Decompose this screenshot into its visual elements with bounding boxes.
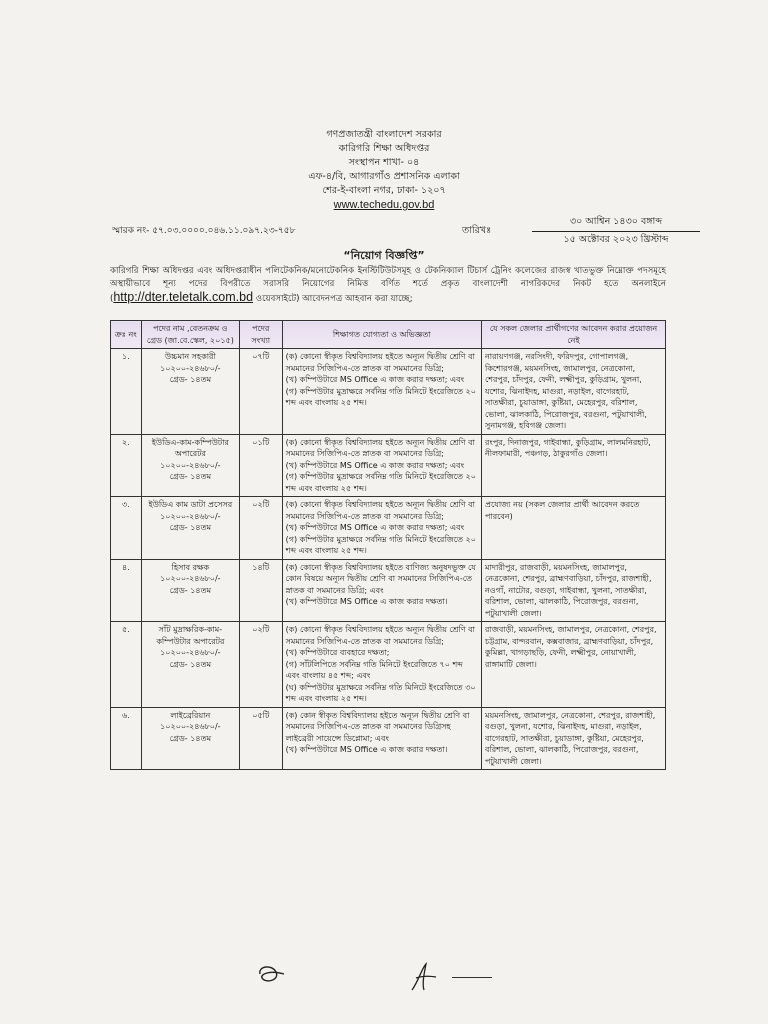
row-post — [141, 622, 239, 708]
row-sl: ১. — [111, 349, 142, 435]
table-row — [111, 434, 666, 497]
header-line-city: শের-ই-বাংলা নগর, ঢাকা- ১২০৭ — [322, 185, 446, 196]
header-post-count: পদের সংখ্যা — [239, 321, 282, 349]
row-qualification — [282, 349, 481, 435]
row-post-name: উচ্চমান সহকারী — [164, 352, 216, 361]
officer-signature-icon — [402, 960, 458, 996]
row-grade: গ্রেড- ১৪তম — [169, 585, 212, 595]
row-count: ০১টি — [239, 434, 282, 497]
row-post-name: লাইব্রেরিয়ান — [170, 710, 211, 720]
row-post — [141, 707, 239, 770]
row-pay-scale: ১০২০০-২৪৬৮০/- — [160, 511, 221, 521]
header-website-link[interactable]: www.techedu.gov.bd — [333, 199, 435, 211]
intro-text-2: ওয়েবসাইটে) আবেদনপত্র আহবান করা যাচ্ছে; — [253, 294, 413, 304]
row-post-name: ইউডিএ-কাম-কম্পিউটার অপারেটর — [151, 437, 229, 458]
row-qualification — [282, 559, 481, 622]
office-header — [0, 128, 768, 212]
qualification-item: (ক) কোনো স্বীকৃত বিশ্ববিদ্যালয় হইতে অন্যূন দ্বিতীয় শ্রেণি বা সমমানের সিজিপিএ-তে স্নাতক বা সমমানের ডিগ্রি; — [285, 352, 475, 373]
row-count: ০২টি — [239, 622, 282, 708]
qualification-item: (খ) কম্পিউটারে MS Office এ কাজ করার দক্ষতা; এবং — [285, 523, 465, 532]
row-excluded-districts: রংপুর, দিনাজপুর, গাইবান্ধা, কুড়িগ্রাম, লালমনিরহাট, নীলফামারী, পঞ্চগড়, ঠাকুরগাঁও জেলা। — [482, 434, 666, 497]
row-pay-scale: ১০২০০-২৪৬৮০/- — [160, 363, 221, 373]
row-post — [141, 434, 239, 497]
notice-title: “নিয়োগ বিজ্ঞপ্তি” — [343, 249, 425, 262]
qualification-item: (ক) কোনো স্বীকৃত বিশ্ববিদ্যালয় হইতে অন্যূন দ্বিতীয় শ্রেণি বা সমমানের সিজিপিএ-তে স্নাতক বা সমমানের ডিগ্রি; — [285, 500, 475, 521]
header-line-directorate: কারিগরি শিক্ষা অধিদপ্তর — [338, 143, 430, 154]
row-post-name: ইউডিএ কাম ডাটা প্রসেসর — [148, 500, 233, 509]
table-row — [111, 622, 666, 708]
qualification-item: (খ) কম্পিউটারে MS Office এ কাজ করার দক্ষতা। — [285, 745, 448, 754]
row-sl: ৬. — [111, 707, 142, 770]
header-post-name: পদের নাম ,বেতনক্রম ও গ্রেড (জা.বে.স্কেল, ২০১৫) — [141, 321, 239, 349]
intro-text-1: কারিগরি শিক্ষা অধিদপ্তর এবং অধিদপ্তরাধীন পলিটেকনিক/মনোটেকনিক ইনস্টিটিউটসমূহ ও টেকনিক্যাল টিচার্স ট্রেনিং কলেজের রাজস্ব খাতভুক্ত নিম্নোক্ত পদসমূহে অস্থায়ীভাবে শূন্য পদের বিপরীতে সরাসরি নিয়োগের নিমিত্ত বর্ণিত শর্তে প্রকৃত বাংলাদেশী নাগরিকদের নিকট হতে অনলাইনে ( — [110, 266, 666, 304]
header-qualification: শিক্ষাগত যোগ্যতা ও অভিজ্ঞতা — [282, 321, 481, 349]
row-qualification — [282, 707, 481, 770]
intro-website-link[interactable]: http://dter.teletalk.com.bd — [113, 290, 254, 304]
row-qualification — [282, 622, 481, 708]
qualification-item: (ক) কোনো স্বীকৃত বিশ্ববিদ্যালয় হইতে বাণিজ্য অনুষদভুক্ত যে কোন বিষয়ে অন্যূন দ্বিতীয় শ্রেণি বা সমমানের সিজিপিএ-তে স্নাতক বা সমমানের ডিগ্রি; এবং — [285, 562, 476, 595]
header-line-section: সংস্থাপন শাখা- ০৪ — [348, 157, 420, 168]
qualification-item: (ক) কোনো স্বীকৃত বিশ্ববিদ্যালয় হইতে অন্যূন দ্বিতীয় শ্রেণি বা সমমানের সিজিপিএ-তে স্নাতক বা সমমানের ডিগ্রি; — [285, 625, 475, 646]
qualification-item: (গ) কম্পিউটার মুদ্রাক্ষরে সর্বনিম্ন গতি মিনিটে ইংরেজিতে ২০ শব্দ এবং বাংলায় ২৫ শব্দ। — [285, 472, 476, 493]
table-header-row — [111, 321, 666, 349]
memo-number: স্মারক নং- ৫৭.০৩.০০০০.০৪৬.১১.০৯৭.২৩-৭৫৮ — [112, 226, 296, 236]
qualification-item: (খ) কম্পিউটারে ব্যবহারে দক্ষতা; — [285, 648, 390, 657]
row-excluded-districts: প্রযোজ্য নয় (সকল জেলার প্রার্থী আবেদন করতে পারবেন) — [482, 497, 666, 560]
row-pay-scale: ১০২০০-২৪৬৮০/- — [160, 460, 221, 470]
table-row — [111, 707, 666, 770]
table-row — [111, 497, 666, 560]
row-post — [141, 349, 239, 435]
row-pay-scale: ১০২০০-২৪৬৮০/- — [160, 722, 221, 731]
table-body — [111, 349, 666, 770]
header-line-government: গণপ্রজাতন্ত্রী বাংলাদেশ সরকার — [326, 129, 442, 140]
row-excluded-districts: রাজবাড়ী, ময়মনসিংহ, জামালপুর, নেত্রকোনা, শেরপুর, চট্টগ্রাম, বান্দরবান, কক্সবাজার, ব্রাহ্মণবাড়িয়া, চাঁদপুর, কুমিল্লা, খাগড়াছড়ি, ফেনী, লক্ষ্মীপুর, নোয়াখালী, রাঙ্গামাটি জেলা। — [482, 622, 666, 708]
row-grade: গ্রেড- ১৪তম — [169, 523, 212, 532]
row-count: ০২টি — [239, 497, 282, 560]
header-sl: ক্রঃ নং — [111, 321, 142, 349]
row-sl: ২. — [111, 434, 142, 497]
table-row — [111, 349, 666, 435]
row-grade: গ্রেড- ১৪তম — [169, 375, 212, 384]
row-sl: ৪. — [111, 559, 142, 622]
row-post-name: সাঁট মুদ্রাক্ষরিক-কাম-কম্পিউটার অপারেটর — [156, 625, 225, 646]
row-post — [141, 497, 239, 560]
vacancy-table — [110, 320, 666, 770]
qualification-item: (খ) কম্পিউটারে MS Office এ কাজ করার দক্ষতা। — [285, 597, 448, 606]
initial-signature-icon — [252, 962, 292, 986]
header-excluded-districts: যে সকল জেলার প্রার্থীগণের আবেদন করার প্রয়োজন নেই — [482, 321, 666, 349]
qualification-item: (খ) কম্পিউটারে MS Office এ কাজ করার দক্ষতা; এবং — [285, 460, 465, 470]
qualification-item: (গ) সাঁটলিপিতে সর্বনিম্ন গতি মিনিটে ইংরেজিতে ৭০ শব্দ এবং বাংলায় ৪৫ শব্দ; এবং — [285, 659, 463, 680]
qualification-item: (ঘ) কম্পিউটার মুদ্রাক্ষরে সর্বনিম্ন গতি মিনিটে ইংরেজিতে ৩০ শব্দ এবং বাংলায় ২৫ শব্দ। — [285, 682, 476, 703]
row-post — [141, 559, 239, 622]
date-english: ১৫ অক্টোবর ২০২৩ খ্রিস্টাব্দ — [563, 234, 669, 245]
qualification-item: (খ) কম্পিউটারে MS Office এ কাজ করার দক্ষতা; এবং — [285, 375, 465, 384]
row-qualification — [282, 434, 481, 497]
row-count: ১৪টি — [239, 559, 282, 622]
date-label: তারিখঃ — [462, 225, 492, 236]
qualification-item: (ক) কোন স্বীকৃত বিশ্ববিদ্যালয় হইতে অন্যূন দ্বিতীয় শ্রেণি বা সমমানের সিজিপিএ-তে স্নাতক বা সমমানের ডিগ্রিসহ লাইব্রেরী সায়েন্সে ডিপ্লোমা; এবং — [285, 710, 470, 743]
row-sl: ৩. — [111, 497, 142, 560]
row-qualification — [282, 497, 481, 560]
signature-line — [452, 977, 492, 978]
row-grade: গ্রেড- ১৪তম — [169, 472, 212, 481]
date-bangla: ৩০ আশ্বিন ১৪৩০ বঙ্গাব্দ — [532, 215, 700, 232]
row-excluded-districts: মাদারীপুর, রাজবাড়ী, ময়মনসিংহ, জামালপুর, নেত্রকোনা, শেরপুর, ব্রাহ্মণবাড়িয়া, চাঁদপুর, রাজশাহী, নওগাঁ, নাটোর, বগুড়া, গাইবান্ধা, খুলনা, সাতক্ষীরা, বরিশাল, ভোলা, ঝালকাঠি, পিরোজপুর, বরগুনা, পটুয়াখালী জেলা। — [482, 559, 666, 622]
qualification-item: (গ) কম্পিউটার মুদ্রাক্ষরে সর্বনিম্ন গতি মিনিটে ইংরেজিতে ২০ শব্দ এবং বাংলায় ২৫ শব্দ। — [285, 534, 476, 555]
row-pay-scale: ১০২০০-২৪৬৮০/- — [160, 648, 221, 657]
row-excluded-districts: ময়মনসিংহ, জামালপুর, নেত্রকোনা, শেরপুর, রাজশাহী, বগুড়া, খুলনা, যশোর, ঝিনাইদহ, মাগুরা, নড়াইল, বাগেরহাট, সাতক্ষীরা, চুয়াডাঙ্গা, কুষ্টিয়া, মেহেরপুর, বরিশাল, ভোলা, ঝালকাঠি, পিরোজপুর, বরগুনা, পটুয়াখালী জেলা। — [482, 707, 666, 770]
row-sl: ৫. — [111, 622, 142, 708]
row-grade: গ্রেড- ১৪তম — [169, 659, 212, 669]
intro-paragraph — [110, 265, 666, 306]
row-grade: গ্রেড- ১৪তম — [169, 733, 212, 743]
row-count: ০৭টি — [239, 349, 282, 435]
header-line-address: এফ-৪/বি, আগারগাঁও প্রশাসনিক এলাকা — [308, 171, 460, 182]
row-post-name: হিসাব রক্ষক — [171, 562, 210, 572]
row-count: ০৫টি — [239, 707, 282, 770]
qualification-item: (গ) কম্পিউটার মুদ্রাক্ষরে সর্বনিম্ন গতি মিনিটে ইংরেজিতে ২০ শব্দ এবং বাংলায় ২৫ শব্দ। — [285, 386, 476, 407]
table-row — [111, 559, 666, 622]
qualification-item: (ক) কোনো স্বীকৃত বিশ্ববিদ্যালয় হইতে অন্যূন দ্বিতীয় শ্রেণি বা সমমানের সিজিপিএ-তে স্নাতক বা সমমানের ডিগ্রি; — [285, 437, 475, 458]
row-pay-scale: ১০২০০-২৪৬৮০/- — [160, 574, 221, 583]
row-excluded-districts: নারায়ণগঞ্জ, নরসিংদী, ফরিদপুর, গোপালগঞ্জ, কিশোরগঞ্জ, ময়মনসিংহ, জামালপুর, নেত্রকোনা, শেরপুর, চাঁদপুর, ফেনী, লক্ষ্মীপুর, কুড়িগ্রাম, খুলনা, যশোর, ঝিনাইদহ, মাগুরা, নড়াইল, বাগেরহাট, সাতক্ষীরা, চুয়াডাঙ্গা, কুষ্টিয়া, মেহেরপুর, বরিশাল, ভোলা, ঝালকাঠি, পিরোজপুর, বরগুনা, পটুয়াখালী, সুনামগঞ্জ, হবিগঞ্জ জেলা। — [482, 349, 666, 435]
